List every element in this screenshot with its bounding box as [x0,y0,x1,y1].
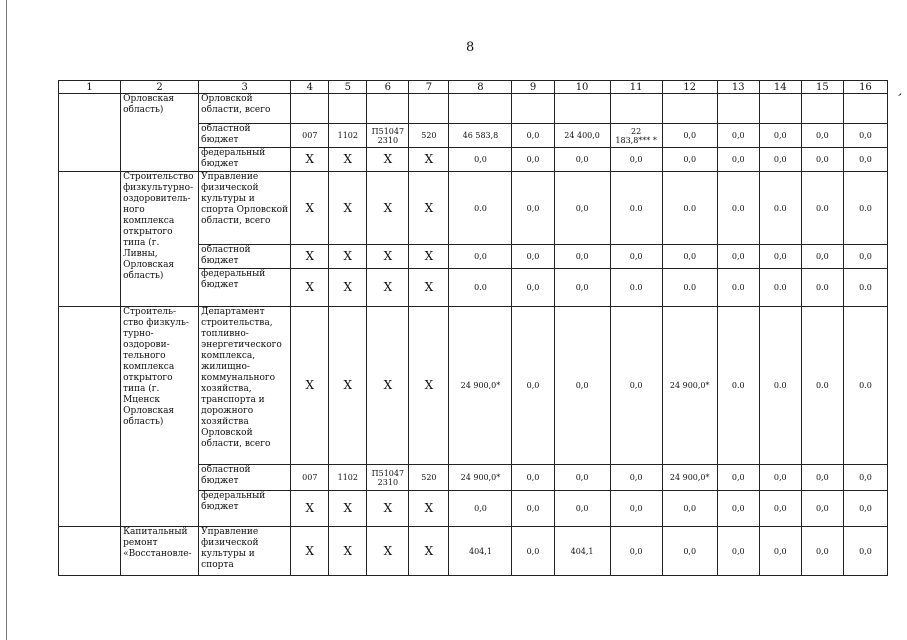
table-cell: 0.0 [449,269,512,307]
funding-source-cell: областной бюджет [199,465,291,491]
funding-source-cell: Управление физической культуры и спорта Орловской области, всего [199,172,291,245]
funding-source-cell: Управление физической культуры и спорта [199,527,291,576]
table-cell: X [291,307,329,465]
table-cell: 0,0 [554,148,610,172]
table-cell: 007 [291,124,329,148]
table-cell [512,94,554,124]
table-cell: 0,0 [843,148,887,172]
code-part: П51047 [371,126,405,136]
table-cell: 520 [409,465,449,491]
table-cell: 24 900,0* [662,307,717,465]
code-part: 2310 [377,477,399,487]
table-cell: X [291,245,329,269]
table-cell: X [367,148,409,172]
col-header: 5 [329,81,367,94]
table-cell [59,527,121,576]
table-cell: X [409,148,449,172]
table-cell: X [367,245,409,269]
table-cell: 0,0 [512,172,554,245]
scan-left-edge [6,0,7,640]
col-header: 9 [512,81,554,94]
table-cell: 007 [291,465,329,491]
table-cell: 0,0 [449,491,512,527]
table-cell: X [329,245,367,269]
table-cell: 0,0 [662,124,717,148]
table-cell: 0,0 [610,491,662,527]
table-cell: 0,0 [610,245,662,269]
table-cell: 0,0 [512,124,554,148]
code-part: 2310 [377,135,399,145]
object-name-cell: Капитальный ремонт «Восстановле- [121,527,199,576]
header-row [59,81,888,94]
table-cell: 0.0 [717,269,759,307]
table-cell: 0,0 [512,148,554,172]
table-cell: 0,0 [512,269,554,307]
table-cell: X [409,172,449,245]
object-name-cell: Строительство физкультурно-оздоровитель-ного комплекса открытого типа (г. Ливны, Орловская область) [121,172,199,307]
table-cell: 0,0 [759,148,801,172]
table-cell: X [291,269,329,307]
table-cell: 0.0 [610,172,662,245]
table-cell: 0,0 [717,148,759,172]
table-row [59,527,888,576]
table-cell [367,465,409,491]
col-header: 3 [199,81,291,94]
table-cell [59,172,121,307]
object-name-cell: Строитель-ство физкуль-турно-оздорови-тельного комплекса открытого типа (г. Мценск Орловская область) [121,307,199,527]
col-header: 12 [662,81,717,94]
table-cell [843,94,887,124]
table-cell: X [329,269,367,307]
table-cell [662,94,717,124]
table-cell: 46 583,8 [449,124,512,148]
table-cell: 0,0 [759,465,801,491]
table-cell [610,94,662,124]
table-cell: 0,0 [843,124,887,148]
table-cell: 404,1 [449,527,512,576]
table-cell: X [409,269,449,307]
table-cell [801,94,843,124]
table-cell: 0,0 [449,245,512,269]
table-cell [329,94,367,124]
col-header: 15 [801,81,843,94]
budget-table [58,80,888,576]
table-cell: X [291,491,329,527]
table-cell: 0.0 [801,307,843,465]
table-cell: 520 [409,124,449,148]
table-cell: 0,0 [610,465,662,491]
table-cell: 0,0 [717,527,759,576]
table-cell [759,94,801,124]
table-cell [554,94,610,124]
table-cell: 0,0 [662,245,717,269]
table-cell [291,94,329,124]
table-cell [367,94,409,124]
table-cell: 1102 [329,465,367,491]
table-cell: 24 900,0* [449,307,512,465]
table-cell: 0,0 [717,245,759,269]
table-cell: 0,0 [717,124,759,148]
table-cell: 0.0 [843,269,887,307]
funding-source-cell: федеральный бюджет [199,148,291,172]
table-cell: 0,0 [717,491,759,527]
table-cell: 0.0 [662,172,717,245]
table-cell: X [367,491,409,527]
table-cell: X [409,491,449,527]
table-row [59,172,888,245]
table-cell: 0,0 [717,465,759,491]
table-cell: X [291,527,329,576]
table-cell: 0,0 [554,245,610,269]
table-cell: X [367,307,409,465]
table-cell: 0,0 [801,148,843,172]
table-cell: 0,0 [554,465,610,491]
table-cell [717,94,759,124]
table-cell: 0,0 [512,491,554,527]
table-cell: 0.0 [449,172,512,245]
funding-source-cell: Департамент строительства, топливно-энергетического комплекса, жилищно-коммунального хозяйства, транспорта и дорожного хозяйства Орловской области, всего [199,307,291,465]
table-cell: 0,0 [843,245,887,269]
table-cell: 0,0 [610,148,662,172]
table-cell: 0.0 [717,307,759,465]
funding-source-cell: федеральный бюджет [199,269,291,307]
table-cell: 0,0 [449,148,512,172]
table-cell: 0.0 [843,307,887,465]
table-cell: X [409,307,449,465]
table-cell: 0,0 [554,491,610,527]
table-cell: X [409,527,449,576]
table-cell: X [367,527,409,576]
table-cell: 0,0 [610,527,662,576]
table-cell: 0.0 [717,172,759,245]
page-number: 8 [466,40,475,55]
table-cell: X [291,148,329,172]
table-cell: X [291,172,329,245]
table-cell: 0.0 [759,269,801,307]
table-cell: 0,0 [512,465,554,491]
col-header: 14 [759,81,801,94]
table-row [59,307,888,465]
table-cell: 0,0 [759,245,801,269]
col-header: 8 [449,81,512,94]
table-cell: 0,0 [801,245,843,269]
table-cell: 0,0 [662,491,717,527]
funding-source-cell: областной бюджет [199,124,291,148]
col-header: 10 [554,81,610,94]
table-cell: 0,0 [610,307,662,465]
table-cell [59,94,121,172]
table-cell: 24 400,0 [554,124,610,148]
table-cell: X [329,172,367,245]
table-cell: 0.0 [759,172,801,245]
table-cell: 0,0 [801,491,843,527]
table-cell [367,124,409,148]
table-cell [59,307,121,527]
table-cell: X [329,491,367,527]
table-cell [409,94,449,124]
table-cell: 0,0 [843,465,887,491]
funding-source-cell: федеральный бюджет [199,491,291,527]
code-part: П51047 [371,468,405,478]
table-cell: 0,0 [759,491,801,527]
table-cell: 0,0 [801,527,843,576]
table-cell: X [329,527,367,576]
table-row [59,94,888,124]
table-cell: 0.0 [610,269,662,307]
table-cell: 0,0 [843,491,887,527]
table-cell: 0,0 [801,124,843,148]
table-cell: 0,0 [843,527,887,576]
table-cell: 0,0 [554,269,610,307]
funding-source-cell: областной бюджет [199,245,291,269]
table-cell: 22 183,8*** * [610,124,662,148]
funding-source-cell: Орловской области, всего [199,94,291,124]
table-cell: 0,0 [554,172,610,245]
col-header: 6 [367,81,409,94]
table-cell [449,94,512,124]
table-cell: 24 900,0* [449,465,512,491]
table-cell: X [367,172,409,245]
table-cell: X [367,269,409,307]
table-cell: 0,0 [512,307,554,465]
table-cell: 1102 [329,124,367,148]
table-cell: 0,0 [801,465,843,491]
col-header: 11 [610,81,662,94]
table-cell: 0.0 [843,172,887,245]
table-cell: 0,0 [554,307,610,465]
table-cell: 0,0 [759,527,801,576]
table-cell: 0.0 [759,307,801,465]
table-cell: X [409,245,449,269]
col-header: 1 [59,81,121,94]
table-cell: 0,0 [512,245,554,269]
col-header: 4 [291,81,329,94]
col-header: 16 [843,81,887,94]
table-cell: 24 900,0* [662,465,717,491]
table-cell: 0.0 [801,269,843,307]
object-name-cell: Орловская область) [121,94,199,172]
col-header: 13 [717,81,759,94]
side-mark: , [897,83,907,99]
table-cell: 0,0 [759,124,801,148]
table-cell: 404,1 [554,527,610,576]
table-cell: X [329,148,367,172]
table-cell: X [329,307,367,465]
table-cell: 0,0 [512,527,554,576]
table-cell: 0,0 [662,527,717,576]
col-header: 7 [409,81,449,94]
table-cell: 0.0 [662,269,717,307]
table-cell: 0.0 [801,172,843,245]
col-header: 2 [121,81,199,94]
table-cell: 0,0 [662,148,717,172]
